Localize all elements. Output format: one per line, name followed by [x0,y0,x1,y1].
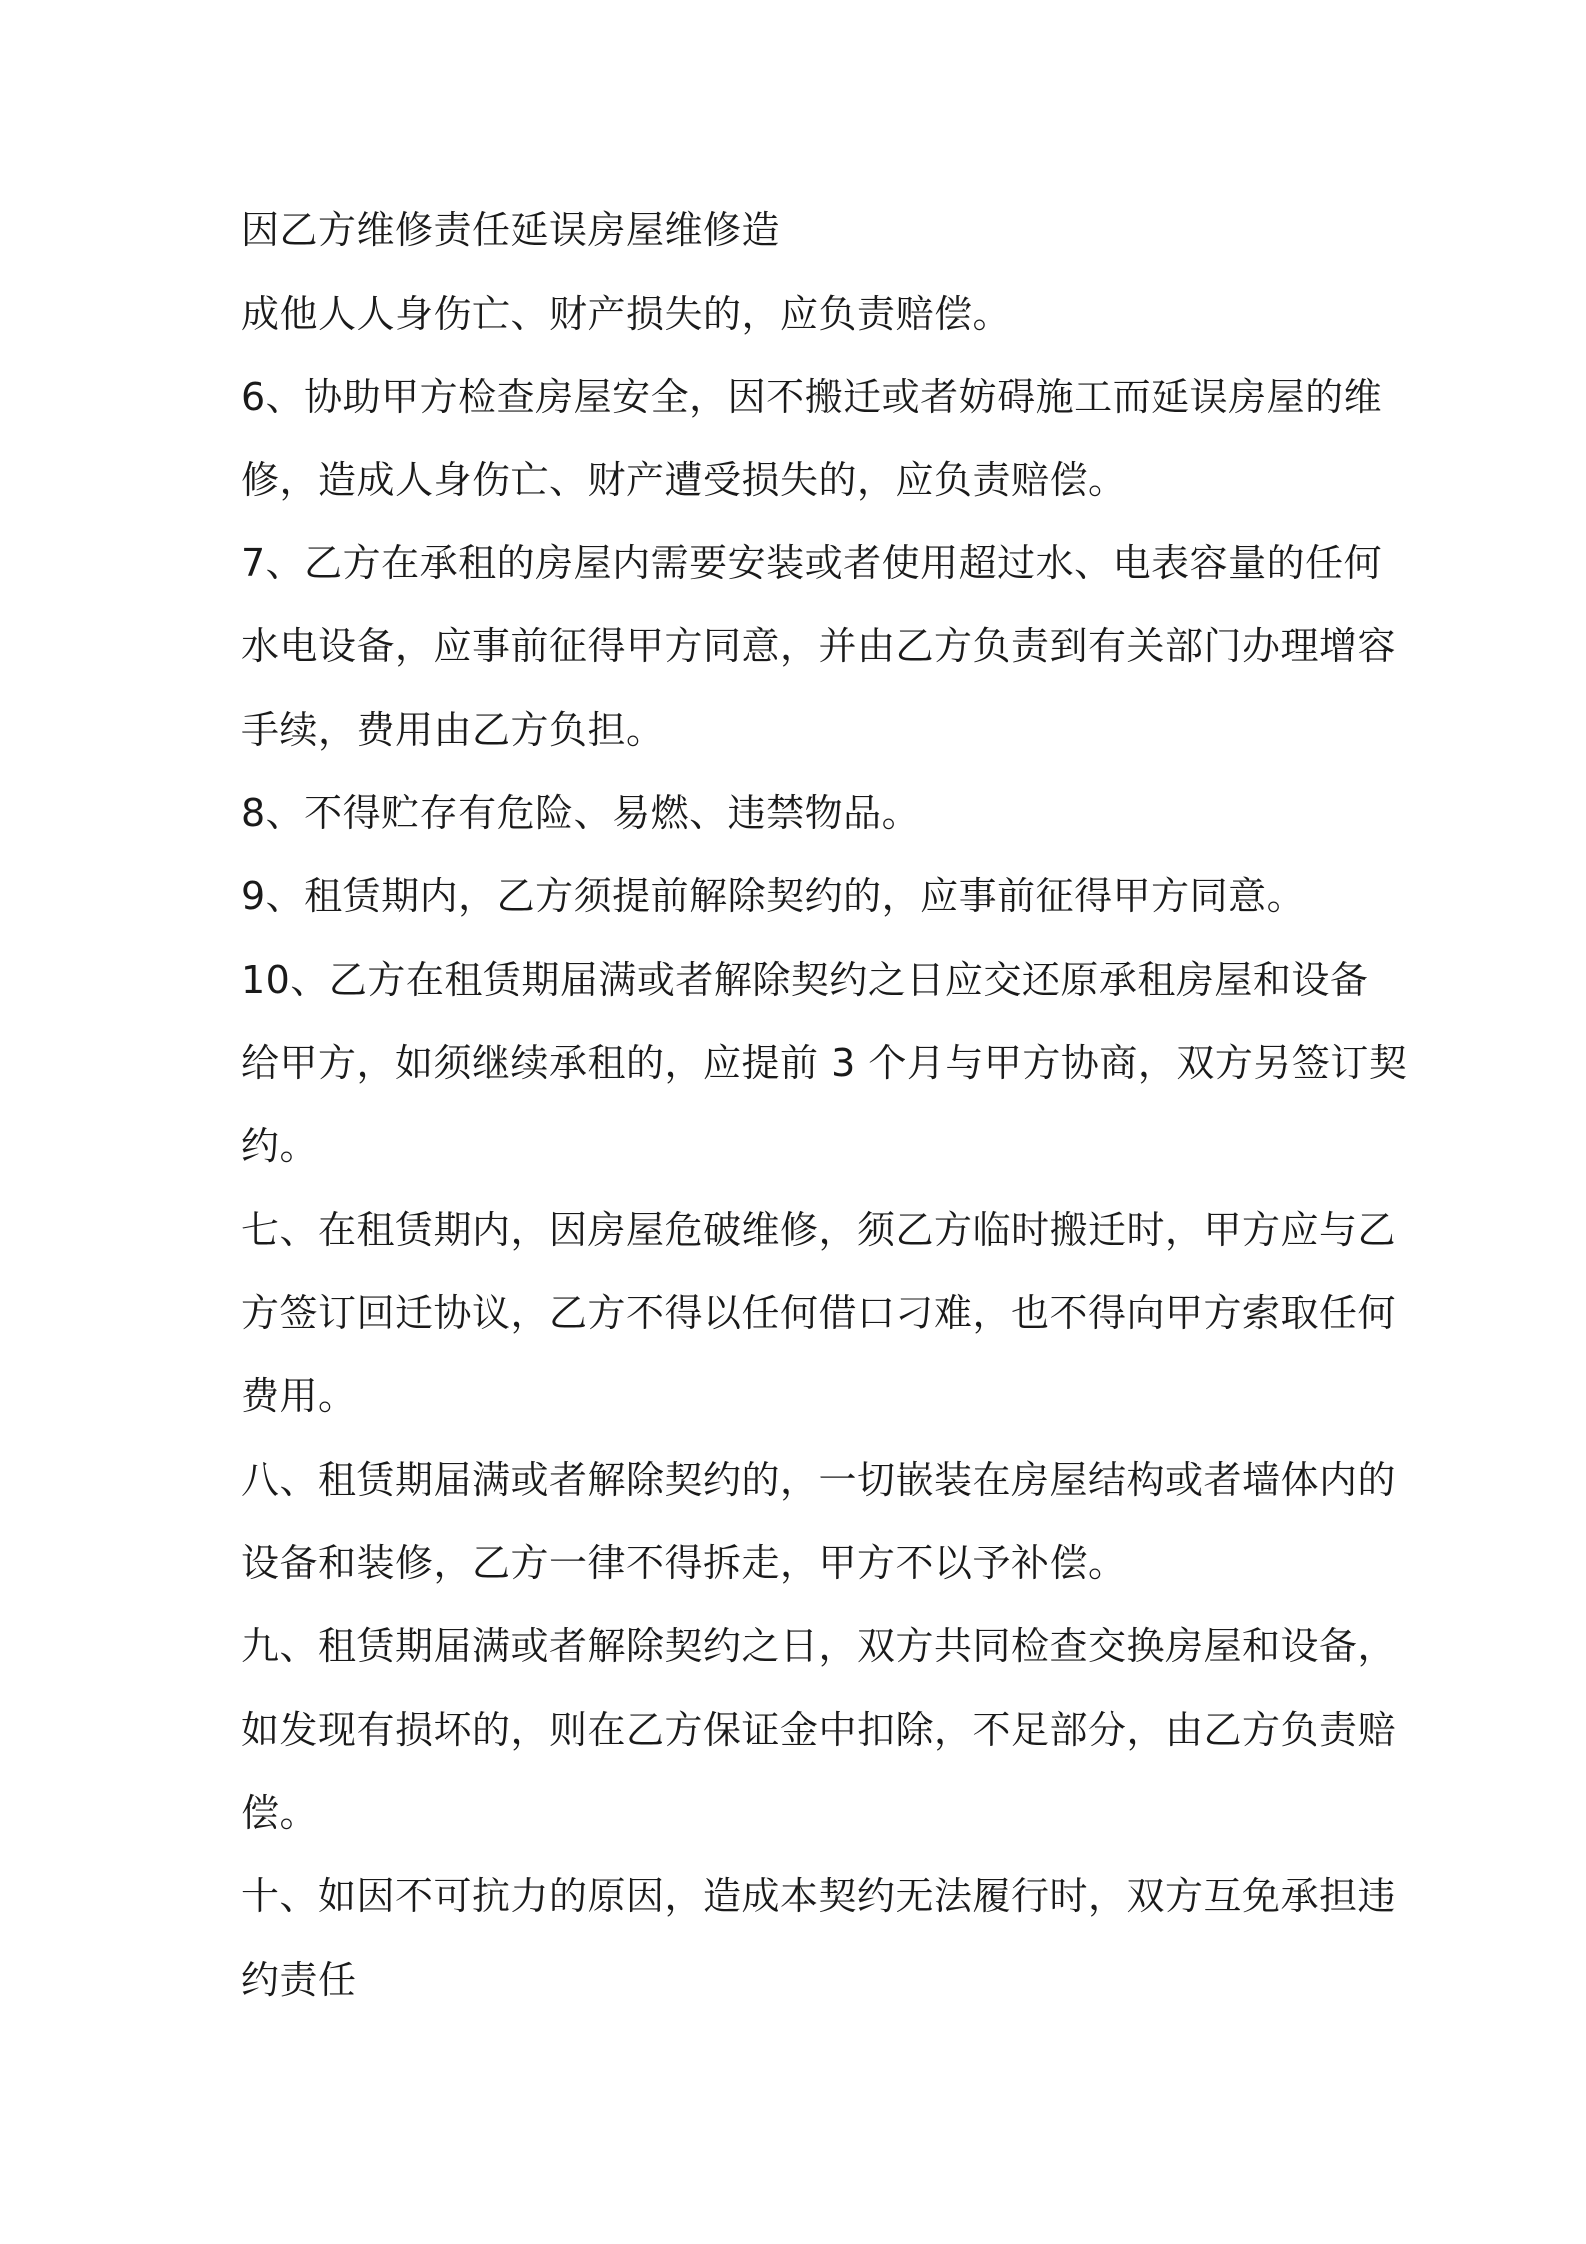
text-line: 七、在租赁期内，因房屋危破维修，须乙方临时搬迁时，甲方应与乙 [241,1208,1397,1252]
text-line: 水电设备，应事前征得甲方同意，并由乙方负责到有关部门办理增容 [241,624,1397,668]
text-line: 约。 [241,1124,319,1168]
text-line: 方签订回迁协议，乙方不得以任何借口刁难，也不得向甲方索取任何 [241,1291,1397,1335]
text-line: 7、乙方在承租的房屋内需要安装或者使用超过水、电表容量的任何 [241,541,1383,585]
text-line: 八、租赁期届满或者解除契约的，一切嵌装在房屋结构或者墙体内的 [241,1458,1397,1502]
text-line: 修，造成人身伤亡、财产遭受损失的，应负责赔偿。 [241,458,1127,502]
text-line: 九、租赁期届满或者解除契约之日，双方共同检查交换房屋和设备， [241,1624,1397,1668]
text-line: 如发现有损坏的，则在乙方保证金中扣除，不足部分，由乙方负责赔 [241,1708,1397,1752]
text-line: 约责任 [241,1958,357,2002]
text-line: 9、租赁期内，乙方须提前解除契约的，应事前征得甲方同意。 [241,874,1306,918]
text-line: 偿。 [241,1791,319,1835]
text-line: 8、不得贮存有危险、易燃、违禁物品。 [241,791,921,835]
text-line: 10、乙方在租赁期届满或者解除契约之日应交还原承租房屋和设备 [241,958,1369,1002]
text-line: 成他人人身伤亡、财产损失的，应负责赔偿。 [241,292,1012,336]
text-line: 费用。 [241,1374,357,1418]
text-line: 设备和装修，乙方一律不得拆走，甲方不以予补偿。 [241,1541,1127,1585]
text-line: 十、如因不可抗力的原因，造成本契约无法履行时，双方互免承担违 [241,1874,1397,1918]
text-line: 给甲方，如须继续承租的，应提前 3 个月与甲方协商，双方另签订契 [241,1041,1408,1085]
text-line: 手续，费用由乙方负担。 [241,708,665,752]
text-line: 因乙方维修责任延误房屋维修造 [241,208,781,252]
text-line: 6、协助甲方检查房屋安全，因不搬迁或者妨碍施工而延误房屋的维 [241,375,1383,419]
